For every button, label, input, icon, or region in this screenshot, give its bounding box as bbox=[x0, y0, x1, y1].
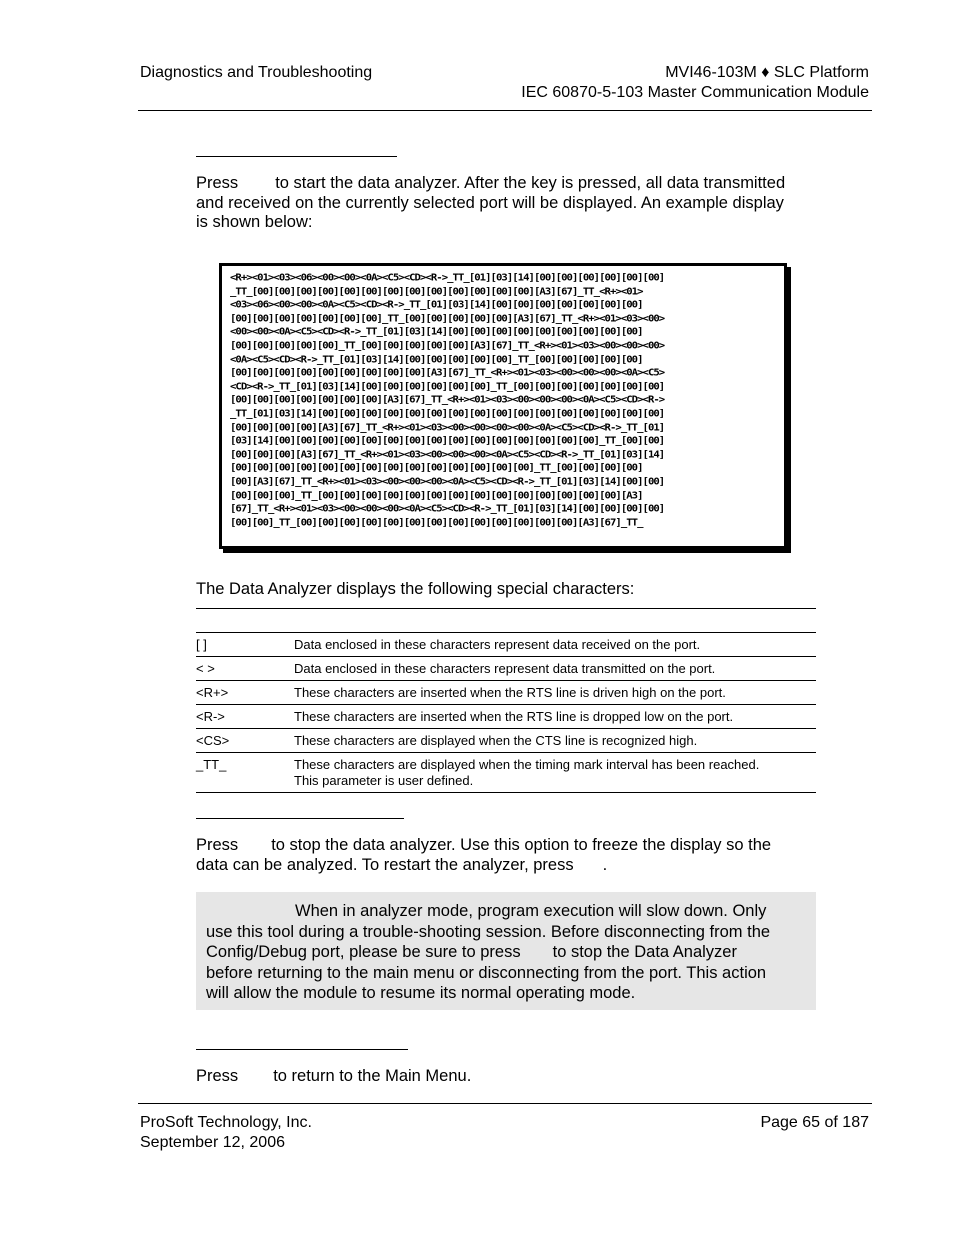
symbol-cell: < > bbox=[196, 657, 294, 681]
table-caption-rule bbox=[196, 608, 816, 609]
table-row bbox=[196, 729, 816, 753]
symbol-cell: [ ] bbox=[196, 633, 294, 657]
special-characters-table bbox=[196, 632, 816, 793]
analyzer-line: <CD><R->_TT_[01][03][14][00][00][00][00][00][00]_TT_[00][00][00][00][00][00][00] bbox=[230, 380, 665, 393]
description-text: These characters are displayed when the timing mark interval has been reached. bbox=[294, 757, 760, 772]
description-text: This parameter is user defined. bbox=[294, 773, 474, 788]
analyzer-line: [00][00][00]_TT_[00][00][00][00][00][00][00][00][00][00][00][00][00][00][A3] bbox=[230, 489, 643, 501]
note-text: will allow the module to resume its normal operating mode. bbox=[206, 984, 636, 1002]
note-text: before returning to the main menu or disconnecting from the port. This action bbox=[206, 963, 767, 982]
para-text: to stop the data analyzer. Use this option to freeze the display so the bbox=[271, 836, 772, 854]
analyzer-line: [03][14][00][00][00][00][00][00][00][00][00][00][00][00][00][00][00]_TT_[00][00] bbox=[230, 435, 665, 447]
para-text: to return to the Main Menu. bbox=[273, 1067, 472, 1085]
main-menu-paragraph bbox=[196, 1067, 471, 1087]
analyzer-line: <00><00><0A><C5><CD><R->_TT_[01][03][14][00][00][00][00][00][00][00][00][00] bbox=[230, 326, 643, 338]
press-label: Press bbox=[196, 174, 239, 192]
table-row bbox=[196, 681, 816, 705]
description-cell bbox=[294, 633, 816, 657]
table-row bbox=[196, 657, 816, 681]
symbol-cell: _TT_ bbox=[196, 753, 294, 793]
special-chars-intro: The Data Analyzer displays the following special characters: bbox=[196, 580, 635, 598]
analyzer-line: [00][00][00][00][00][00][00][00][00][00][00][00][00][00]_TT_[00][00][00][00] bbox=[230, 462, 643, 474]
analyzer-line: <R+><01><03><06><00><00><0A><C5><CD><R->_TT_[01][03][14][00][00][00][00][00][00] bbox=[230, 272, 665, 284]
description-text: Data enclosed in these characters represent data transmitted on the port. bbox=[294, 661, 716, 676]
para-text: . bbox=[602, 855, 608, 874]
para-text: data can be analyzed. To restart the analyzer, press bbox=[196, 855, 574, 874]
symbol-cell: <R-> bbox=[196, 705, 294, 729]
header-product: MVI46-103M ♦ SLC Platform bbox=[665, 64, 869, 81]
analyzer-line: [00][00][00][00][00]_TT_[00][00][00][00][00][A3][67]_TT_<R+><01><03><00><00><00> bbox=[230, 339, 665, 352]
analyzer-line: [00][A3][67]_TT_<R+><01><03><00><00><00><0A><C5><CD><R->_TT_[01][03][14][00][00] bbox=[230, 475, 665, 488]
analyzer-line: _TT_[00][00][00][00][00][00][00][00][00][00][00][00][00][A3][67]_TT_<R+><01> bbox=[230, 285, 643, 297]
analyzer-line: [00][00]_TT_[00][00][00][00][00][00][00][00][00][00][00][00][00][A3][67]_TT_ bbox=[230, 516, 643, 529]
note-text: When in analyzer mode, program execution will slow down. Only bbox=[295, 902, 767, 920]
description-cell bbox=[294, 657, 816, 681]
table-row bbox=[196, 753, 816, 793]
analyzer-line: [00][00][00][00][A3][67]_TT_<R+><01><03><00><00><00><00><0A><C5><CD><R->_TT_[01] bbox=[230, 421, 665, 433]
header-divider bbox=[138, 110, 872, 111]
section-heading-rule-2 bbox=[196, 818, 404, 819]
header-module: IEC 60870-5-103 Master Communication Module bbox=[521, 84, 869, 101]
description-text: These characters are inserted when the RTS line is driven high on the port. bbox=[294, 685, 726, 700]
footer-page-number: Page 65 of 187 bbox=[760, 1114, 869, 1131]
analyzer-output bbox=[230, 272, 778, 530]
description-cell bbox=[294, 753, 816, 793]
section-heading-rule-3 bbox=[196, 1049, 408, 1050]
description-cell bbox=[294, 729, 816, 753]
description-cell bbox=[294, 681, 816, 705]
analyzer-line: [00][00][00][A3][67]_TT_<R+><01><03><00><00><00><0A><C5><CD><R->_TT_[01][03][14] bbox=[230, 448, 665, 461]
description-text: Data enclosed in these characters represent data received on the port. bbox=[294, 637, 701, 652]
table-row bbox=[196, 705, 816, 729]
footer-divider bbox=[138, 1103, 872, 1104]
note-text: to stop the Data Analyzer bbox=[552, 943, 737, 961]
start-analyzer-paragraph bbox=[196, 174, 785, 233]
data-analyzer-display bbox=[219, 263, 787, 549]
analyzer-line: [00][00][00][00][00][00][00][A3][67]_TT_<R+><01><03><00><00><00><0A><C5><CD><R-> bbox=[230, 394, 665, 406]
header-section-title: Diagnostics and Troubleshooting bbox=[140, 64, 373, 81]
analyzer-line: [00][00][00][00][00][00][00][00][00][A3][67]_TT_<R+><01><03><00><00><00><0A><C5> bbox=[230, 367, 665, 379]
symbol-cell: <R+> bbox=[196, 681, 294, 705]
stop-analyzer-paragraph bbox=[196, 836, 771, 875]
description-text: These characters are inserted when the RTS line is dropped low on the port. bbox=[294, 709, 734, 724]
footer-company: ProSoft Technology, Inc. bbox=[140, 1114, 312, 1131]
analyzer-line: [00][00][00][00][00][00][00]_TT_[00][00][00][00][00][A3][67]_TT_<R+><01><03><00> bbox=[230, 312, 665, 325]
symbol-cell: <CS> bbox=[196, 729, 294, 753]
note-text: Config/Debug port, please be sure to press bbox=[206, 943, 521, 961]
para-text: to start the data analyzer. After the key is pressed, all data transmitted bbox=[275, 174, 786, 192]
section-heading-rule-1 bbox=[196, 156, 397, 157]
description-cell bbox=[294, 705, 816, 729]
para-text: and received on the currently selected port will be displayed. An example display bbox=[196, 193, 784, 212]
analyzer-line: <0A><C5><CD><R->_TT_[01][03][14][00][00][00][00][00]_TT_[00][00][00][00][00] bbox=[230, 353, 643, 365]
table-row bbox=[196, 633, 816, 657]
tip-note-box bbox=[196, 892, 816, 1010]
footer-date: September 12, 2006 bbox=[140, 1134, 285, 1151]
description-text: These characters are displayed when the CTS line is recognized high. bbox=[294, 733, 698, 748]
analyzer-line: _TT_[01][03][14][00][00][00][00][00][00][00][00][00][00][00][00][00][00][00][00] bbox=[230, 407, 665, 420]
note-text: use this tool during a trouble-shooting session. Before disconnecting from the bbox=[206, 922, 771, 941]
para-text: is shown below: bbox=[196, 213, 313, 231]
press-label: Press bbox=[196, 1067, 239, 1085]
analyzer-line: <03><06><00><00><0A><C5><CD><R->_TT_[01][03][14][00][00][00][00][00][00][00] bbox=[230, 299, 643, 311]
analyzer-line: [67]_TT_<R+><01><03><00><00><00><0A><C5><CD><R->_TT_[01][03][14][00][00][00][00] bbox=[230, 503, 665, 515]
press-label: Press bbox=[196, 836, 239, 854]
